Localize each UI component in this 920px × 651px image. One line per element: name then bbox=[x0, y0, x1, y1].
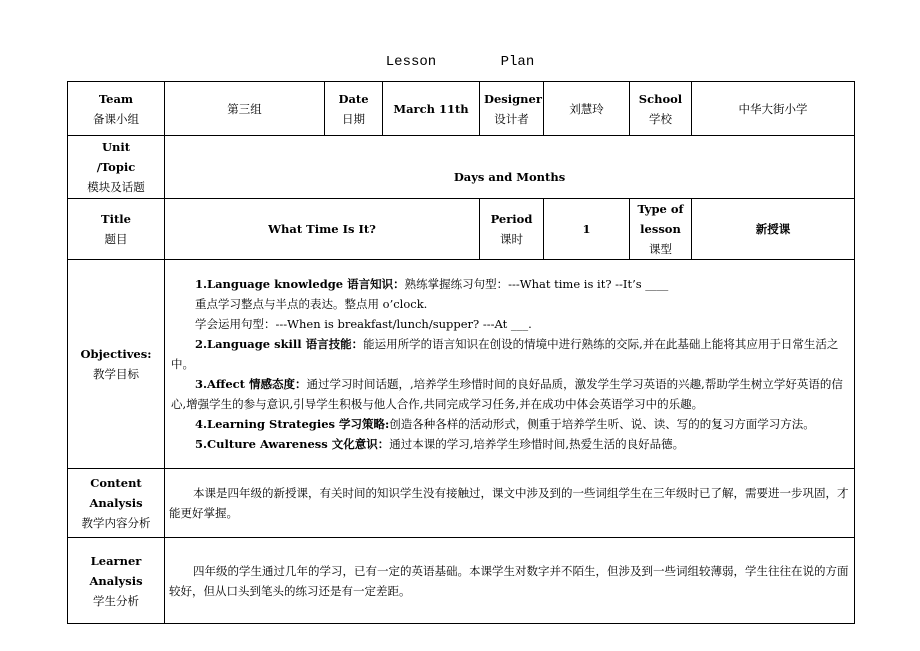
row-unit-topic bbox=[68, 136, 855, 199]
objectives-content bbox=[165, 260, 855, 469]
date-value: March 11th bbox=[383, 82, 480, 136]
period-value: 1 bbox=[544, 199, 630, 260]
type-of-lesson-value: 新授课 bbox=[692, 199, 855, 260]
objective-key-point: 重点学习整点与半点的表达。整点用 o’clock. bbox=[195, 297, 428, 311]
title-word-lesson: Lesson bbox=[385, 54, 437, 70]
title-label: Title 题目 bbox=[68, 199, 165, 260]
objective-affect: 3.Affect 情感态度：通过学习时间话题，,培养学生珍惜时间的良好品质，激发学生学习英语的兴趣,帮助学生树立学好英语的信心,增强学生的参与意识,引导学生积极与他人合作,共同完成学习任务,并在成功中体会英语学习中的乐趣。 bbox=[171, 377, 843, 411]
unit-topic-value: Days and Months bbox=[165, 136, 855, 199]
objective-culture-awareness: 5.Culture Awareness 文化意识：通过本课的学习,培养学生珍惜时间,热爱生活的良好品德。 bbox=[195, 437, 685, 451]
learner-analysis-text: 四年级的学生通过几年的学习，已有一定的英语基础。本课学生对数字并不陌生，但涉及到一些词组较薄弱，学生往往在说的方面较好，但从口头到笔头的练习还是有一定差距。 bbox=[165, 538, 855, 624]
row-content-analysis bbox=[68, 469, 855, 538]
content-analysis-label: Content Analysis 教学内容分析 bbox=[68, 469, 165, 538]
learner-analysis-label: Learner Analysis 学生分析 bbox=[68, 538, 165, 624]
title-word-plan: Plan bbox=[500, 54, 535, 70]
row-team-date-designer-school bbox=[68, 82, 855, 136]
row-objectives bbox=[68, 260, 855, 469]
row-learner-analysis bbox=[68, 538, 855, 624]
title-value: What Time Is It? bbox=[165, 199, 480, 260]
document-title bbox=[0, 54, 920, 70]
unit-topic-label: Unit /Topic 模块及话题 bbox=[68, 136, 165, 199]
period-label: Period 课时 bbox=[480, 199, 544, 260]
school-value: 中华大街小学 bbox=[692, 82, 855, 136]
type-of-lesson-label: Type of lesson 课型 bbox=[630, 199, 692, 260]
objective-language-knowledge: 1.Language knowledge 语言知识：熟练掌握练习句型：---What time is it? --It’s ____ bbox=[195, 277, 669, 291]
lesson-plan-table bbox=[67, 81, 855, 624]
date-label: Date 日期 bbox=[325, 82, 383, 136]
objective-language-skill: 2.Language skill 语言技能：能运用所学的语言知识在创设的情境中进行熟练的交际,并在此基础上能将其应用于日常生活之中。 bbox=[171, 337, 839, 371]
objective-sentence-pattern: 学会运用句型：---When is breakfast/lunch/supper? ---At ___. bbox=[195, 317, 532, 331]
content-analysis-text: 本课是四年级的新授课，有关时间的知识学生没有接触过，课文中涉及到的一些词组学生在三年级时已了解，需要进一步巩固，才能更好掌握。 bbox=[165, 469, 855, 538]
team-value: 第三组 bbox=[165, 82, 325, 136]
row-title-period-type bbox=[68, 199, 855, 260]
team-label: Team 备课小组 bbox=[68, 82, 165, 136]
objectives-label: Objectives: 教学目标 bbox=[68, 260, 165, 469]
designer-value: 刘慧玲 bbox=[544, 82, 630, 136]
designer-label: Designer 设计者 bbox=[480, 82, 544, 136]
school-label: School 学校 bbox=[630, 82, 692, 136]
objective-learning-strategies: 4.Learning Strategies 学习策略:创造各种各样的活动形式，侧重于培养学生听、说、读、写的的复习方面学习方法。 bbox=[195, 417, 815, 431]
